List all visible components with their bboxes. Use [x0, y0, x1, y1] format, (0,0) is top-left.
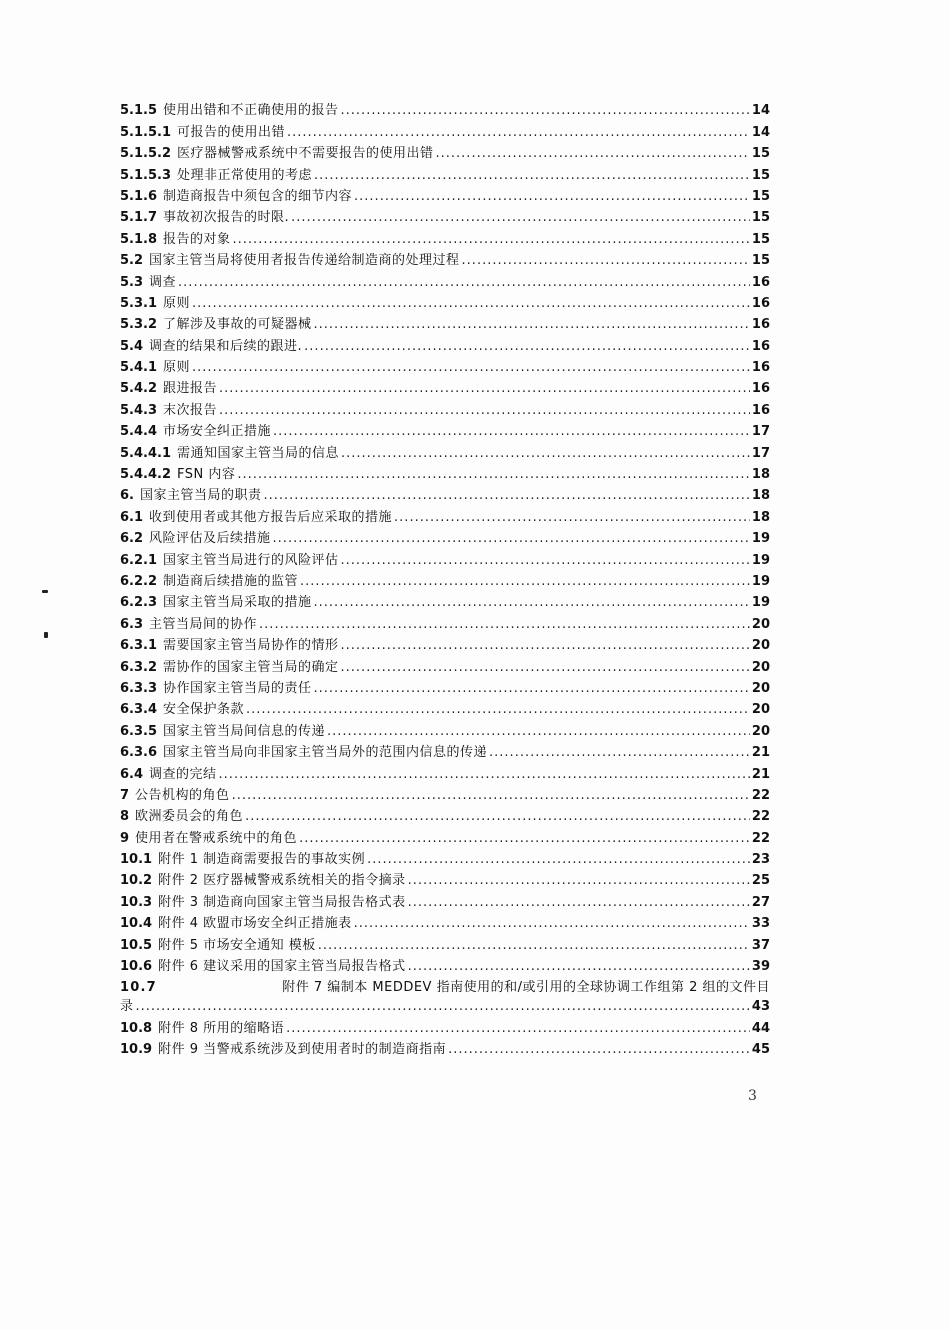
toc-leader-dots [246, 702, 750, 718]
toc-entry-title: 制造商报告中须包含的细节内容 [163, 188, 353, 204]
toc-entry[interactable] [120, 333, 770, 354]
toc-leader-dots [314, 317, 750, 333]
toc-entry-title: 需协作的国家主管当局的确定 [163, 659, 339, 675]
toc-entry-page: 37 [751, 937, 770, 953]
toc-entry-title: 使用者在警戒系统中的角色 [135, 830, 298, 846]
table-of-contents [120, 98, 770, 1058]
toc-entry[interactable] [120, 954, 770, 975]
toc-entry-page: 21 [751, 766, 770, 782]
toc-entry-title: 公告机构的角色 [135, 787, 230, 803]
toc-entry-number: 6. [120, 488, 134, 504]
toc-entry-title: 附件 5 市场安全通知 模板 [158, 937, 316, 953]
toc-entry-page: 17 [751, 424, 770, 440]
toc-leader-dots [192, 296, 750, 312]
toc-entry-number: 8 [120, 809, 130, 825]
toc-entry-number: 10.8 [120, 1020, 153, 1036]
toc-entry[interactable] [120, 312, 770, 333]
toc-entry[interactable] [120, 911, 770, 932]
toc-entry-title: 了解涉及事故的可疑器械 [163, 317, 312, 333]
toc-entry-title: 调查的结果和后续的跟进. [149, 338, 303, 354]
toc-entry-title: 调查 [149, 274, 177, 290]
toc-entry[interactable] [120, 184, 770, 205]
toc-entry-title: 调查的完结 [149, 766, 217, 782]
toc-leader-dots [136, 999, 750, 1015]
toc-entry-page: 45 [751, 1042, 770, 1058]
toc-entry-title: 需通知国家主管当局的信息 [177, 445, 340, 461]
toc-entry-page: 15 [751, 146, 770, 162]
toc-entry-number: 6.1 [120, 509, 144, 525]
toc-leader-dots [314, 168, 750, 184]
toc-entry-number: 6.3.1 [120, 638, 158, 654]
toc-leader-dots [341, 103, 750, 119]
page-number: 3 [748, 1088, 757, 1104]
toc-entry-page: 14 [751, 124, 770, 140]
toc-entry-number: 5.4.1 [120, 360, 158, 376]
toc-entry-title: 附件 3 制造商向国家主管当局报告格式表 [158, 894, 406, 910]
toc-entry[interactable] [120, 1015, 770, 1036]
toc-entry-title: 附件 6 建议采用的国家主管当局报告格式 [158, 959, 406, 975]
toc-entry-title: 国家主管当局将使用者报告传递给制造商的处理过程 [149, 253, 460, 269]
toc-entry-number: 5.1.7 [120, 210, 158, 226]
toc-entry[interactable] [120, 761, 770, 782]
toc-entry-page: 20 [751, 659, 770, 675]
toc-entry-page: 21 [751, 745, 770, 761]
toc-entry[interactable] [120, 98, 770, 119]
toc-entry-title: 附件 8 所用的缩略语 [158, 1020, 285, 1036]
toc-entries [120, 98, 770, 975]
toc-leader-dots [408, 959, 750, 975]
toc-entry[interactable] [120, 633, 770, 654]
toc-entry[interactable] [120, 205, 770, 226]
toc-entry-number: 5.1.5.2 [120, 146, 171, 162]
toc-entry-title: 报告的对象 [163, 231, 231, 247]
toc-entry[interactable] [120, 569, 770, 590]
toc-entry[interactable] [120, 119, 770, 140]
toc-entry-title: 风险评估及后续措施 [149, 531, 271, 547]
toc-entry-title: 收到使用者或其他方报告后应采取的措施 [149, 509, 393, 525]
toc-entry-number: 5.4.4.2 [120, 467, 171, 483]
toc-leader-dots [232, 788, 750, 804]
toc-entry-number: 5.4.2 [120, 381, 158, 397]
toc-entry-title: 主管当局间的协作 [149, 616, 258, 632]
toc-entry[interactable] [120, 291, 770, 312]
toc-entry-page: 20 [751, 638, 770, 654]
toc-entry[interactable] [120, 141, 770, 162]
toc-entry[interactable] [120, 376, 770, 397]
toc-entry-number: 10.4 [120, 916, 153, 932]
toc-entry[interactable] [120, 462, 770, 483]
toc-entry-number: 5.4.4 [120, 424, 158, 440]
toc-entry-page: 20 [751, 723, 770, 739]
toc-entry-page: 19 [751, 573, 770, 589]
toc-leader-dots [462, 253, 750, 269]
toc-entry[interactable] [120, 676, 770, 697]
toc-leader-dots [341, 446, 750, 462]
toc-leader-dots [341, 660, 750, 676]
toc-entry-page: 16 [751, 317, 770, 333]
toc-entry[interactable] [120, 804, 770, 825]
toc-entry-page: 16 [751, 295, 770, 311]
toc-entry[interactable] [120, 526, 770, 547]
toc-entry-number: 5.3.2 [120, 317, 158, 333]
toc-leader-dots [367, 852, 750, 868]
toc-leader-dots [178, 275, 750, 291]
toc-entry-number: 5.3 [120, 274, 144, 290]
toc-entry-title-continued: 录 [120, 999, 134, 1015]
toc-tail-entries [120, 1015, 770, 1058]
toc-entry-number: 6.3.6 [120, 745, 158, 761]
toc-leader-dots [354, 916, 750, 932]
toc-entry-title: 附件 4 欧盟市场安全纠正措施表 [158, 916, 352, 932]
toc-entry-number: 6.2.2 [120, 573, 158, 589]
toc-leader-dots [341, 638, 750, 654]
toc-entry[interactable] [120, 611, 770, 632]
toc-entry[interactable] [120, 162, 770, 183]
toc-entry[interactable] [120, 248, 770, 269]
toc-entry-number: 10.9 [120, 1042, 153, 1058]
toc-entry-number: 6.2.1 [120, 552, 158, 568]
toc-entry-number: 5.1.6 [120, 188, 158, 204]
toc-entry-number: 6.4 [120, 766, 144, 782]
toc-entry-number: 10.7 [120, 980, 157, 996]
toc-entry[interactable] [120, 1037, 770, 1058]
toc-entry-title: FSN 内容 [177, 467, 236, 483]
toc-entry-title: 原则 [163, 295, 191, 311]
toc-leader-dots [304, 339, 750, 355]
toc-entry[interactable] [120, 590, 770, 611]
toc-leader-dots [237, 467, 750, 483]
toc-entry-title: 国家主管当局向非国家主管当局外的范围内信息的传递 [163, 745, 488, 761]
toc-entry[interactable] [120, 547, 770, 568]
toc-entry-title: 医疗器械警戒系统中不需要报告的使用出错 [177, 146, 434, 162]
toc-entry-title: 事故初次报告的时限. [163, 210, 290, 226]
toc-entry[interactable] [120, 419, 770, 440]
toc-leader-dots [259, 617, 750, 633]
toc-entry-page: 23 [751, 852, 770, 868]
toc-entry-page: 20 [751, 702, 770, 718]
toc-leader-dots [436, 146, 750, 162]
toc-leader-dots [299, 831, 750, 847]
toc-leader-dots [408, 873, 750, 889]
toc-entry-page: 15 [751, 188, 770, 204]
toc-entry[interactable] [120, 226, 770, 247]
toc-entry-title: 协作国家主管当局的责任 [163, 680, 312, 696]
scan-artifact-mark [44, 632, 48, 638]
toc-entry-wrapped-line1 [120, 975, 770, 996]
toc-entry[interactable] [120, 440, 770, 461]
toc-entry-page: 16 [751, 338, 770, 354]
toc-entry-page: 15 [751, 210, 770, 226]
toc-entry-number: 10.6 [120, 959, 153, 975]
toc-entry-number: 5.4.3 [120, 402, 158, 418]
toc-leader-dots [314, 595, 750, 611]
toc-entry-page: 44 [751, 1020, 770, 1036]
toc-leader-dots [318, 938, 750, 954]
toc-entry-number: 5.1.5.1 [120, 124, 171, 140]
toc-entry[interactable] [120, 825, 770, 846]
toc-entry-page: 22 [751, 809, 770, 825]
toc-entry-title: 跟进报告 [163, 381, 218, 397]
toc-entry-page: 15 [751, 167, 770, 183]
scan-artifact-mark [42, 590, 48, 593]
toc-leader-dots [219, 403, 750, 419]
toc-leader-dots [354, 189, 750, 205]
toc-entry[interactable] [120, 269, 770, 290]
toc-entry-page: 22 [751, 830, 770, 846]
toc-entry-number: 10.3 [120, 894, 153, 910]
toc-leader-dots [489, 745, 750, 761]
toc-entry-title: 市场安全纠正措施 [163, 424, 272, 440]
toc-entry-number: 5.4 [120, 338, 144, 354]
toc-entry-title: 国家主管当局采取的措施 [163, 595, 312, 611]
toc-entry-page: 16 [751, 274, 770, 290]
toc-leader-dots [264, 488, 750, 504]
toc-entry-page: 20 [751, 680, 770, 696]
toc-leader-dots [287, 125, 750, 141]
toc-leader-dots [327, 724, 750, 740]
toc-leader-dots [448, 1042, 750, 1058]
toc-entry[interactable] [120, 740, 770, 761]
toc-leader-dots [273, 424, 750, 440]
toc-entry-number: 6.3.2 [120, 659, 158, 675]
toc-entry-page: 14 [751, 103, 770, 119]
toc-entry-page: 18 [751, 488, 770, 504]
toc-entry-number: 9 [120, 830, 130, 846]
toc-entry-number: 6.2 [120, 531, 144, 547]
toc-entry-page: 15 [751, 231, 770, 247]
toc-leader-dots [408, 895, 750, 911]
toc-entry-number: 10.1 [120, 852, 153, 868]
toc-entry-page: 16 [751, 360, 770, 376]
toc-entry[interactable] [120, 932, 770, 953]
toc-entry[interactable] [120, 697, 770, 718]
toc-entry-title: 需要国家主管当局协作的情形 [163, 638, 339, 654]
toc-entry-page: 19 [751, 552, 770, 568]
toc-entry-title: 制造商后续措施的监管 [163, 573, 299, 589]
toc-entry[interactable] [120, 654, 770, 675]
toc-entry-title: 附件 1 制造商需要报告的事故实例 [158, 852, 366, 868]
toc-entry[interactable] [120, 355, 770, 376]
toc-entry-page: 17 [751, 445, 770, 461]
toc-entry[interactable] [120, 397, 770, 418]
toc-entry[interactable] [120, 504, 770, 525]
toc-entry-title: 安全保护条款 [163, 702, 245, 718]
toc-leader-dots [286, 1021, 750, 1037]
toc-entry-title: 处理非正常使用的考虑 [177, 167, 313, 183]
toc-entry-title: 欧洲委员会的角色 [135, 809, 244, 825]
toc-leader-dots [300, 574, 750, 590]
toc-entry-title: 附件 9 当警戒系统涉及到使用者时的制造商指南 [158, 1042, 447, 1058]
toc-entry-title: 可报告的使用出错 [177, 124, 286, 140]
toc-leader-dots [219, 381, 750, 397]
toc-entry-number: 5.1.5.3 [120, 167, 171, 183]
toc-entry-number: 6.3 [120, 616, 144, 632]
toc-entry-page: 15 [751, 253, 770, 269]
toc-entry-wrapped[interactable] [120, 975, 770, 1015]
toc-entry-number: 5.1.5 [120, 103, 158, 119]
toc-entry-title: 使用出错和不正确使用的报告 [163, 103, 339, 119]
toc-entry-page: 16 [751, 381, 770, 397]
toc-entry-number: 5.2 [120, 253, 144, 269]
toc-leader-dots [219, 767, 750, 783]
toc-entry-page: 16 [751, 402, 770, 418]
toc-entry-title: 原则 [163, 360, 191, 376]
toc-entry-page: 18 [751, 509, 770, 525]
toc-entry[interactable] [120, 847, 770, 868]
toc-entry-title: 附件 7 编制本 MEDDEV 指南使用的和/或引用的全球协调工作组第 2 组的文件目 [282, 980, 770, 996]
toc-entry-title: 附件 2 医疗器械警戒系统相关的指令摘录 [158, 873, 406, 889]
toc-entry-number: 6.3.4 [120, 702, 158, 718]
toc-leader-dots [291, 210, 750, 226]
toc-entry-number: 7 [120, 787, 130, 803]
toc-leader-dots [233, 232, 750, 248]
toc-entry-number: 10.5 [120, 937, 153, 953]
toc-entry-number: 5.3.1 [120, 295, 158, 311]
toc-entry-page: 25 [751, 873, 770, 889]
toc-entry-number: 5.4.4.1 [120, 445, 171, 461]
toc-entry[interactable] [120, 868, 770, 889]
toc-entry-page: 22 [751, 787, 770, 803]
toc-entry[interactable] [120, 783, 770, 804]
toc-leader-dots [192, 360, 750, 376]
toc-entry-title: 国家主管当局间信息的传递 [163, 723, 326, 739]
toc-entry-page: 27 [751, 894, 770, 910]
toc-entry-number: 6.3.5 [120, 723, 158, 739]
toc-leader-dots [273, 531, 750, 547]
toc-entry[interactable] [120, 889, 770, 910]
toc-entry-page: 43 [751, 999, 770, 1015]
toc-entry-number: 10.2 [120, 873, 153, 889]
toc-leader-dots [245, 809, 750, 825]
toc-entry-number: 5.1.8 [120, 231, 158, 247]
toc-leader-dots [314, 681, 750, 697]
toc-leader-dots [394, 510, 750, 526]
toc-entry[interactable] [120, 718, 770, 739]
toc-entry-number: 6.2.3 [120, 595, 158, 611]
toc-leader-dots [341, 553, 750, 569]
toc-entry-page: 39 [751, 959, 770, 975]
toc-entry[interactable] [120, 483, 770, 504]
toc-entry-page: 20 [751, 616, 770, 632]
toc-entry-wrapped-line2 [120, 996, 770, 1015]
toc-entry-title: 国家主管当局的职责 [139, 488, 262, 504]
toc-entry-title: 末次报告 [163, 402, 218, 418]
toc-entry-title: 国家主管当局进行的风险评估 [163, 552, 339, 568]
toc-entry-page: 19 [751, 531, 770, 547]
toc-entry-page: 18 [751, 467, 770, 483]
toc-entry-page: 33 [751, 916, 770, 932]
toc-entry-page: 19 [751, 595, 770, 611]
toc-entry-number: 6.3.3 [120, 680, 158, 696]
